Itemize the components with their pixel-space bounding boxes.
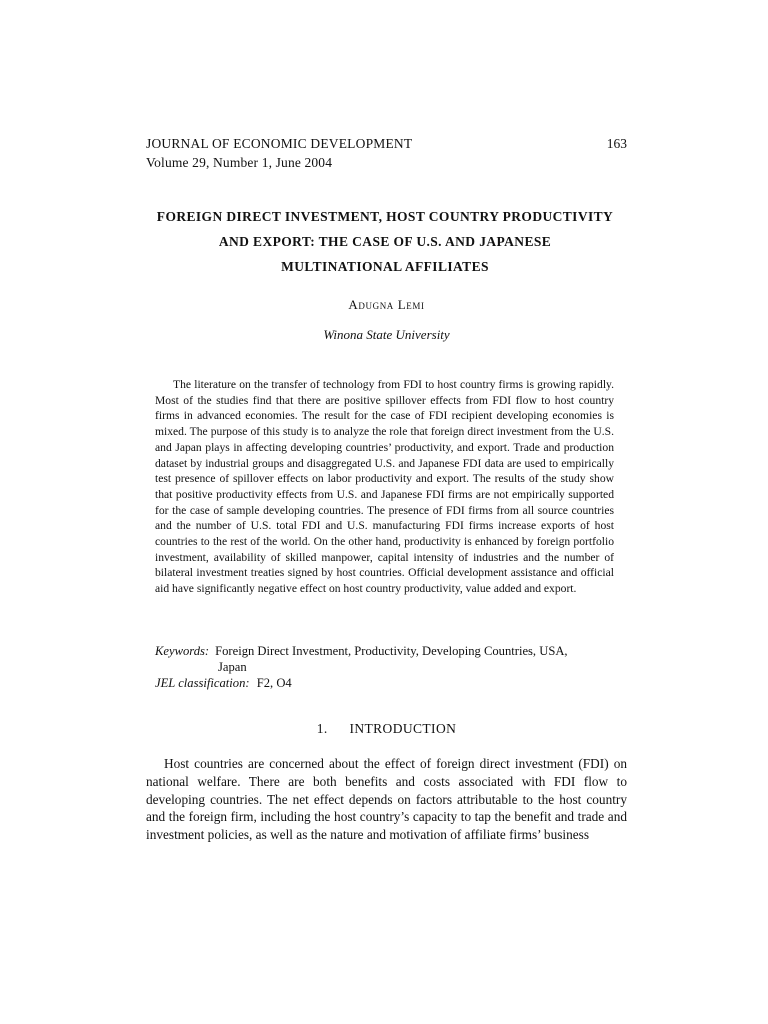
jel-codes: F2, O4	[256, 676, 292, 690]
title-line: MULTINATIONAL AFFILIATES	[281, 259, 489, 274]
journal-header	[146, 134, 627, 172]
keywords-list: Foreign Direct Investment, Productivity, Developing Countries, USA,	[215, 644, 568, 658]
jel-label: JEL classification:	[155, 676, 250, 690]
author-affiliation: Winona State University	[323, 327, 450, 342]
issue-info: Volume 29, Number 1, June 2004	[146, 155, 333, 170]
abstract-paragraph: The literature on the transfer of technology from FDI to host country firms is growing rapidly. Most of the studies find that there are positive spillover effects from FDI flow to host country firms in advanced economies. The result for the case of FDI recipient developing economies is mixed. The purpose of this study is to analyze the role that foreign direct investment from the U.S. and Japan plays in affecting developing countries’ productivity, and export. Trade and production dataset by industrial groups and disaggregated U.S. and Japanese FDI data are used to empirically test presence of spillover effects on labor productivity and export. The results of the study show that positive productivity effects from U.S. and Japanese FDI firms are not empirically supported for the case of sample developing countries. The presence of FDI firms from all source countries and the number of U.S. total FDI and U.S. manufacturing FDI firms increase exports of host countries to the rest of the world. On the other hand, productivity is enhanced by foreign portfolio investment, availability of skilled manpower, capital intensity of industries and the number of bilateral investment treaties signed by host countries. Official development assistance and official aid have significantly negative effect on host country productivity, value added and export.	[155, 378, 614, 596]
keywords-block	[155, 643, 614, 691]
section-heading	[146, 721, 627, 737]
journal-name: JOURNAL OF ECONOMIC DEVELOPMENT	[146, 136, 413, 151]
article-title	[130, 204, 640, 279]
introduction-paragraph: Host countries are concerned about the effect of foreign direct investment (FDI) on national welfare. There are both benefits and costs associated with FDI flow to developing countries. The net effect depends on factors attributable to the host country and the foreign firm, including the host country’s capacity to tap the benefit and trade and investment policies, as well as the nature and motivation of affiliate firms’ business	[146, 756, 627, 843]
keywords-label: Keywords:	[155, 644, 210, 658]
keywords-continuation: Japan	[218, 660, 247, 674]
title-line: FOREIGN DIRECT INVESTMENT, HOST COUNTRY PRODUCTIVITY	[156, 209, 614, 224]
section-title: INTRODUCTION	[349, 721, 457, 736]
section-number: 1.	[316, 721, 328, 736]
page-number: 163	[606, 136, 627, 151]
title-line: AND EXPORT: THE CASE OF U.S. AND JAPANESE	[218, 234, 552, 249]
author-name: Adugna Lemi	[348, 297, 425, 312]
